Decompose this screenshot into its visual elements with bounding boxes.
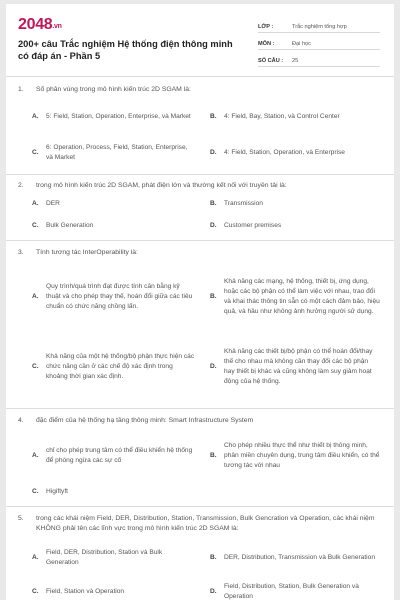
divider	[6, 506, 394, 507]
option-text: DER	[46, 200, 60, 207]
option-letter: D.	[210, 588, 217, 595]
option-letter: D.	[210, 149, 217, 156]
option-1b[interactable]	[210, 106, 382, 128]
option-letter: A.	[32, 113, 39, 120]
option-letter: C.	[32, 149, 39, 156]
meta-key: SỐ CÂU :	[258, 58, 284, 64]
option-text: Khả năng các thiết bị/bộ phận có thể hoán đổi/thay thế cho nhau mà không cần thay đổi các bộ phận hay thiết bị khác và cũng không làm suy giảm hoạt động của hệ thống.	[224, 348, 373, 385]
option-letter: A.	[32, 452, 39, 459]
option-1a[interactable]	[32, 106, 204, 128]
option-text: DER, Distribution, Transmission và Bulk Generation	[224, 554, 375, 561]
option-text: 6: Operation, Process, Field, Station, Enterprise, và Market	[46, 144, 188, 161]
option-text: 5: Field, Station, Operation, Enterprise, và Market	[46, 113, 191, 120]
option-4c[interactable]	[32, 486, 204, 498]
meta-info	[258, 18, 380, 69]
option-text: 4: Field, Station, Operation, và Enterprise	[224, 149, 345, 156]
option-letter: C.	[32, 488, 39, 495]
option-2d[interactable]	[210, 220, 382, 232]
option-text: Quy trình/quá trình đạt được tính cân bằng kỹ thuật và cho phép thay thế, hoán đổi giữa các tiêu chuẩn có chức năng chồng lấn.	[46, 283, 193, 310]
option-5c[interactable]	[32, 580, 204, 600]
option-3d[interactable]	[210, 336, 382, 398]
meta-row-class	[258, 18, 380, 33]
meta-value: Đại học	[292, 41, 311, 47]
option-text: Field, Distribution, Station, Bulk Generation và Operation	[224, 583, 359, 600]
option-letter: C.	[32, 363, 39, 370]
option-letter: A.	[32, 200, 39, 207]
question-number: 4.	[18, 417, 24, 424]
option-1c[interactable]	[32, 138, 204, 168]
option-text: Bulk Generation	[46, 222, 94, 229]
option-text: chỉ cho phép trung tâm có thể điều khiển hệ thống để phòng ngừa các sự cố	[46, 447, 193, 464]
meta-row-subject	[258, 35, 380, 50]
option-text: Field, Station và Operation	[46, 588, 125, 595]
question-number: 2.	[18, 182, 24, 189]
option-letter: A.	[32, 293, 39, 300]
option-2b[interactable]	[210, 198, 382, 210]
question-text: đặc điểm của hệ thống hạ tầng thông minh: Smart Infrastructure System	[36, 417, 254, 424]
meta-key: MÔN :	[258, 41, 275, 47]
option-3a[interactable]	[32, 266, 204, 328]
option-letter: D.	[210, 222, 217, 229]
option-5a[interactable]	[32, 546, 204, 570]
option-2c[interactable]	[32, 220, 204, 232]
option-4a[interactable]	[32, 436, 204, 476]
option-letter: B.	[210, 113, 217, 120]
divider	[6, 76, 394, 77]
option-3b[interactable]	[210, 266, 382, 328]
option-letter: D.	[210, 363, 217, 370]
option-text: Customer premises	[224, 222, 282, 229]
meta-value: Trắc nghiệm tổng hợp	[292, 24, 347, 30]
document-page	[6, 4, 394, 600]
meta-value: 25	[292, 58, 299, 64]
site-logo[interactable]: 2048.vn	[18, 16, 62, 33]
document-header	[18, 12, 378, 68]
question-text: Tính tương tác InterOperability là:	[36, 249, 138, 256]
question-text: trong các khái niệm Field, DER, Distribution, Station, Transmission, Bulk Gencration và Operation, các khái niệm KHÔNG phải tên các lĩnh vực trong mô hình kiến trúc 2D SGAM là:	[36, 515, 375, 532]
option-text: Higiftyft	[46, 488, 68, 495]
option-text: Field, DER, Distribution, Station và Bulk Generation	[46, 549, 163, 566]
option-text: Khả năng các mạng, hệ thống, thiết bị, ứng dụng, hoặc các bộ phận có thể làm việc với nhau, trao đổi và khai thác thông tin sẵn có một cách đảm bảo, hiệu quả, và hầu như không ảnh hưởng người sử dụng.	[224, 278, 380, 315]
meta-key: LỚP :	[258, 24, 274, 30]
option-letter: A.	[32, 554, 39, 561]
option-2a[interactable]	[32, 198, 204, 210]
divider	[6, 174, 394, 175]
question-number: 1.	[18, 86, 24, 93]
divider	[6, 408, 394, 409]
option-4b[interactable]	[210, 436, 382, 476]
question-number: 5.	[18, 515, 24, 522]
option-5b[interactable]	[210, 546, 382, 570]
question-number: 3.	[18, 249, 24, 256]
meta-row-count	[258, 52, 380, 67]
question-text: Số phân vùng trong mô hình kiến trúc 2D SGAM là:	[36, 86, 191, 93]
option-text: Cho phép nhiều thực thể như thiết bị thông minh, phân miền chuyên dụng, trung tâm điều khiển, có thể tương tác với nhau	[224, 442, 380, 469]
option-letter: C.	[32, 222, 39, 229]
option-letter: B.	[210, 554, 217, 561]
option-1d[interactable]	[210, 138, 382, 168]
option-text: Khả năng của một hệ thống/bộ phận thực hiện các chức năng cần ở các chế độ xác định trong khoảng thời gian xác định.	[46, 353, 195, 380]
question-text: trong mô hình kiến trúc 2D SGAM, phát điện lớn và thường kết nối với truyền tải là:	[36, 182, 287, 189]
option-text: 4: Field, Bay, Station, và Control Center	[224, 113, 340, 120]
divider	[6, 240, 394, 241]
page-title: 200+ câu Trắc nghiệm Hệ thống điện thông minh có đáp án - Phần 5	[18, 39, 233, 61]
option-text: Transmission	[224, 200, 263, 207]
option-3c[interactable]	[32, 336, 204, 398]
option-5d[interactable]	[210, 580, 382, 600]
option-letter: C.	[32, 588, 39, 595]
option-letter: B.	[210, 293, 217, 300]
option-letter: B.	[210, 200, 217, 207]
option-letter: B.	[210, 452, 217, 459]
